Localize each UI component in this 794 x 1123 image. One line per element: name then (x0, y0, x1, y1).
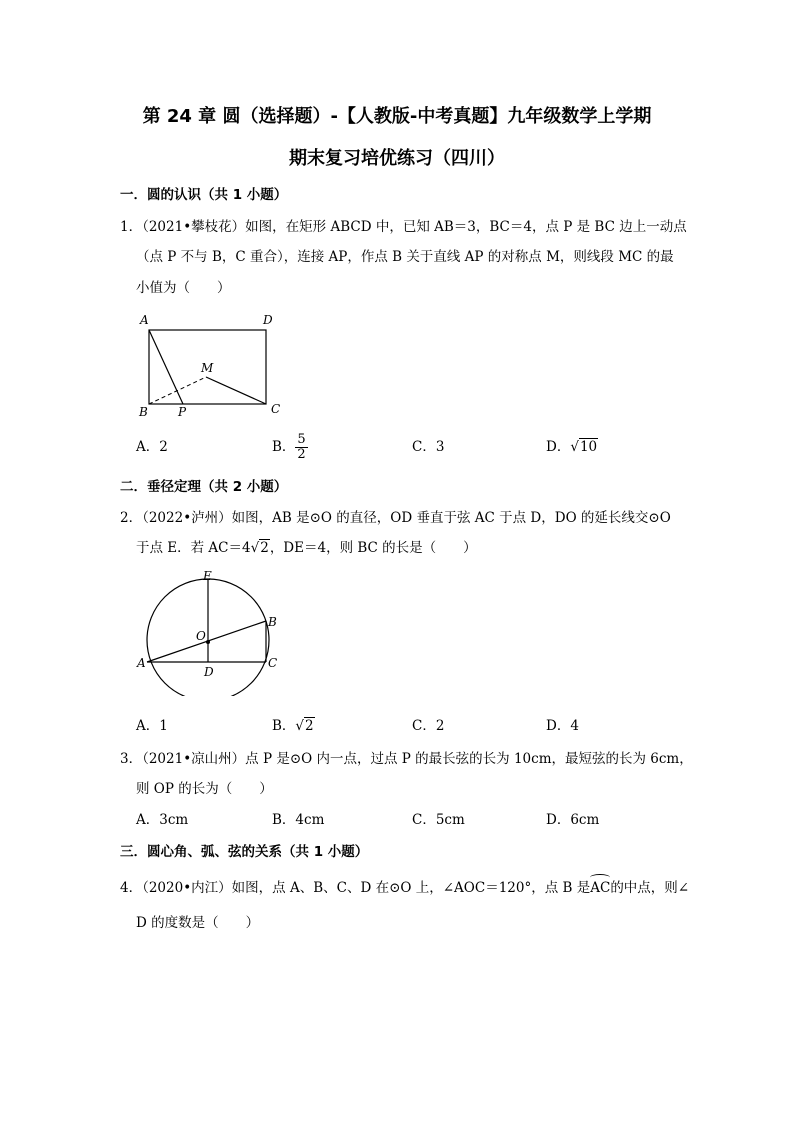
sqrt-radicand: 2 (305, 718, 314, 734)
q2-circle-figure (136, 566, 296, 696)
section-heading-3: 三．圆心角、弧、弦的关系（共 1 小题） (120, 844, 369, 860)
segment-ap (149, 330, 183, 404)
label-d: D (263, 313, 273, 327)
q4-stem-line-1-start: 4．（2020•内江）如图，点 A、B、C、D 在⊙O 上，∠AOC＝120°，点 B 是 (120, 880, 591, 896)
page-title-line-1: 第 24 章 圆（选择题）-【人教版-中考真题】九年级数学上学期 (142, 106, 652, 127)
q2-stem-line-1: 2．（2022•泸州）如图，AB 是⊙O 的直径，OD 垂直于弦 AC 于点 D，DO 的延长线交⊙O (120, 510, 671, 526)
label-d: D (204, 665, 214, 679)
label-b: B (139, 405, 148, 419)
q1-options (136, 432, 656, 467)
q2-option-c[interactable]: C．2 (412, 718, 445, 734)
q1-stem-line-1: 1．（2021•攀枝花）如图，在矩形 ABCD 中，已知 AB＝3，BC＝4，点 P 是 BC 边上一动点 (120, 219, 687, 235)
q3-stem-line-1: 3．（2021•凉山州）点 P 是⊙O 内一点，过点 P 的最长弦的长为 10cm，最短弦的长为 6cm， (120, 751, 693, 767)
label-b: B (268, 615, 277, 629)
sqrt-symbol: √2 (295, 718, 314, 734)
label-p: P (178, 405, 187, 419)
section-heading-1: 一．圆的认识（共 1 小题） (120, 187, 288, 203)
q1-stem-line-2: （点 P 不与 B，C 重合），连接 AP，作点 B 关于直线 AP 的对称点 M，则线段 MC 的最 (136, 249, 674, 265)
q2-stem-line-2-start: 于点 E．若 AC＝4 (136, 540, 251, 556)
q1-stem-line-3: 小值为（ ） (136, 280, 231, 296)
sqrt-radicand: 2 (260, 540, 269, 556)
q1-option-d[interactable] (546, 437, 598, 457)
label-o: O (196, 629, 206, 643)
q1-option-b-fraction (295, 433, 307, 462)
q3-options (136, 810, 656, 832)
label-a: A (140, 313, 149, 327)
q3-option-c[interactable]: C．5cm (412, 812, 465, 828)
page-title-line-2: 期末复习培优练习（四川） (289, 148, 505, 169)
sqrt-radicand: 10 (579, 439, 598, 455)
sqrt-symbol: √10 (570, 439, 598, 455)
section-heading-2: 二．垂径定理（共 2 小题） (120, 479, 288, 495)
label-c: C (271, 402, 281, 416)
q2-option-d[interactable]: D．4 (546, 718, 579, 734)
label-a: A (137, 656, 146, 670)
q1-option-b-prefix: B． (272, 439, 296, 455)
fraction-numerator: 5 (297, 432, 306, 447)
arc-ac: AC (590, 880, 611, 896)
label-m: M (201, 361, 214, 375)
q2-option-b-prefix: B． (272, 718, 296, 734)
q1-option-a[interactable]: A．2 (136, 439, 168, 455)
center-point-o (206, 640, 210, 644)
label-e: E (203, 569, 212, 583)
label-c: C (268, 656, 278, 670)
q4-stem-line-1-end: 的中点，则∠ (610, 880, 690, 896)
q2-option-b[interactable] (272, 716, 315, 736)
q3-option-b[interactable]: B．4cm (272, 812, 325, 828)
q1-rectangle-figure (136, 310, 316, 420)
q4-stem-line-1 (120, 878, 689, 898)
q1-option-c[interactable]: C．3 (412, 439, 445, 455)
q4-stem-line-2: D 的度数是（ ） (136, 915, 260, 931)
sqrt-symbol: √2 (250, 540, 269, 556)
q3-option-a[interactable]: A．3cm (136, 812, 189, 828)
segment-bm-dashed (149, 377, 206, 404)
q2-stem-line-2 (136, 538, 477, 558)
q2-options (136, 716, 656, 738)
q2-option-a[interactable]: A．1 (136, 718, 168, 734)
q1-option-d-prefix: D． (546, 439, 571, 455)
fraction-denominator: 2 (297, 447, 306, 462)
q2-stem-line-2-end: ，DE＝4，则 BC 的长是（ ） (269, 540, 477, 556)
q3-stem-line-2: 则 OP 的长为（ ） (136, 781, 273, 797)
q1-option-b[interactable] (272, 433, 308, 462)
segment-mc (206, 377, 266, 404)
q3-option-d[interactable]: D．6cm (546, 812, 600, 828)
